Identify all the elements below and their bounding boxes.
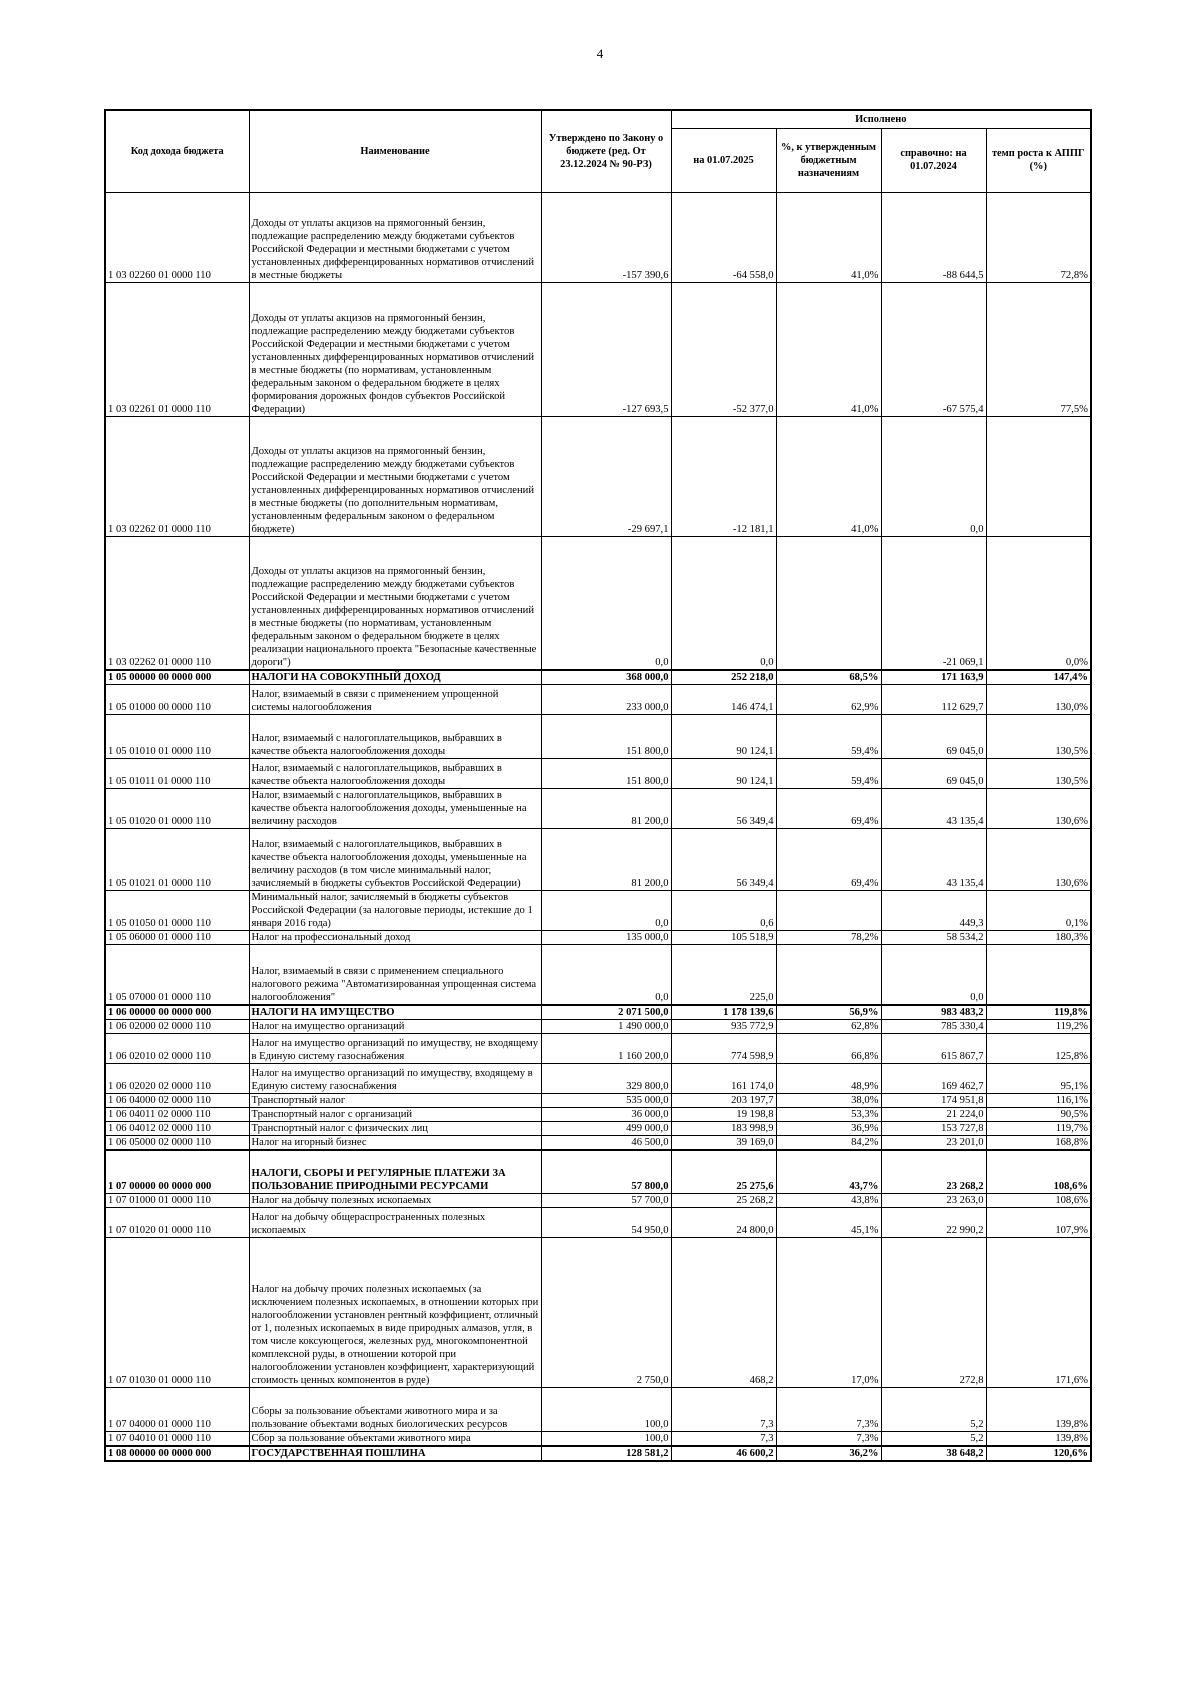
- row-percent: 53,3%: [776, 1107, 881, 1121]
- row-approved: 57 700,0: [541, 1194, 671, 1208]
- row-name: Налог на имущество организаций по имуществу, входящему в Единую систему газоснабжения: [249, 1063, 541, 1093]
- row-name: Налог, взимаемый с налогоплательщиков, выбравших в качестве объекта налогообложения доходы, уменьшенные на величину расходов: [249, 789, 541, 829]
- row-name: НАЛОГИ НА ИМУЩЕСТВО: [249, 1005, 541, 1020]
- row-growth: 139,8%: [986, 1432, 1091, 1447]
- table-row: [105, 891, 1091, 931]
- table-row: [105, 1135, 1091, 1150]
- table-row: [105, 1194, 1091, 1208]
- row-percent: 45,1%: [776, 1208, 881, 1238]
- header-growth: темп роста к АППГ (%): [986, 128, 1091, 192]
- header-approved: Утверждено по Закону о бюджете (ред. От 23.12.2024 № 90-РЗ): [541, 110, 671, 192]
- table-row: [105, 536, 1091, 670]
- row-code: 1 06 04012 02 0000 110: [105, 1121, 249, 1135]
- row-executed: 0,0: [671, 536, 776, 670]
- row-code: 1 05 01010 01 0000 110: [105, 715, 249, 759]
- header-name: Наименование: [249, 110, 541, 192]
- row-growth: 90,5%: [986, 1107, 1091, 1121]
- row-name: Налог на игорный бизнес: [249, 1135, 541, 1150]
- row-code: 1 06 00000 00 0000 000: [105, 1005, 249, 1020]
- row-name: Налог, взимаемый в связи с применением специального налогового режима "Автоматизированная упрощенная система налогообложения": [249, 945, 541, 1005]
- table-row: [105, 1121, 1091, 1135]
- row-name: Сбор за пользование объектами животного мира: [249, 1432, 541, 1447]
- row-approved: -29 697,1: [541, 416, 671, 536]
- row-percent: 56,9%: [776, 1005, 881, 1020]
- row-reference: -88 644,5: [881, 192, 986, 282]
- row-approved: 329 800,0: [541, 1063, 671, 1093]
- row-reference: 5,2: [881, 1432, 986, 1447]
- table-row: [105, 1238, 1091, 1388]
- row-reference: -67 575,4: [881, 282, 986, 416]
- row-approved: 100,0: [541, 1432, 671, 1447]
- table-row: [105, 1446, 1091, 1461]
- row-code: 1 06 02000 02 0000 110: [105, 1019, 249, 1033]
- row-percent: 38,0%: [776, 1093, 881, 1107]
- row-percent: 41,0%: [776, 192, 881, 282]
- row-executed: 56 349,4: [671, 829, 776, 891]
- row-code: 1 06 04011 02 0000 110: [105, 1107, 249, 1121]
- row-percent: 78,2%: [776, 931, 881, 945]
- row-executed: 7,3: [671, 1432, 776, 1447]
- row-approved: 1 490 000,0: [541, 1019, 671, 1033]
- row-executed: 774 598,9: [671, 1033, 776, 1063]
- row-name: Транспортный налог с физических лиц: [249, 1121, 541, 1135]
- row-code: 1 06 02010 02 0000 110: [105, 1033, 249, 1063]
- row-percent: 43,8%: [776, 1194, 881, 1208]
- row-percent: [776, 536, 881, 670]
- row-approved: 368 000,0: [541, 670, 671, 685]
- row-executed: 183 998,9: [671, 1121, 776, 1135]
- row-reference: 69 045,0: [881, 715, 986, 759]
- row-growth: 147,4%: [986, 670, 1091, 685]
- row-reference: 785 330,4: [881, 1019, 986, 1033]
- row-percent: [776, 891, 881, 931]
- row-code: 1 07 01020 01 0000 110: [105, 1208, 249, 1238]
- row-executed: 90 124,1: [671, 759, 776, 789]
- row-approved: 0,0: [541, 891, 671, 931]
- row-approved: 54 950,0: [541, 1208, 671, 1238]
- row-name: Минимальный налог, зачисляемый в бюджеты субъектов Российской Федерации (за налоговые периоды, истекшие до 1 января 2016 года): [249, 891, 541, 931]
- row-name: Налог на профессиональный доход: [249, 931, 541, 945]
- row-code: 1 07 04000 01 0000 110: [105, 1388, 249, 1432]
- header-reference: справочно: на 01.07.2024: [881, 128, 986, 192]
- row-executed: 468,2: [671, 1238, 776, 1388]
- table-body: [105, 192, 1091, 1461]
- row-executed: 146 474,1: [671, 685, 776, 715]
- row-executed: 105 518,9: [671, 931, 776, 945]
- table-row: [105, 1093, 1091, 1107]
- row-growth: 108,6%: [986, 1194, 1091, 1208]
- row-name: Налог, взимаемый в связи с применением упрощенной системы налогообложения: [249, 685, 541, 715]
- row-approved: -127 693,5: [541, 282, 671, 416]
- row-code: 1 07 04010 01 0000 110: [105, 1432, 249, 1447]
- row-code: 1 07 01030 01 0000 110: [105, 1238, 249, 1388]
- row-code: 1 03 02262 01 0000 110: [105, 536, 249, 670]
- row-approved: 233 000,0: [541, 685, 671, 715]
- row-reference: 43 135,4: [881, 829, 986, 891]
- header-executed-group: Исполнено: [671, 110, 1091, 128]
- table-row: [105, 1150, 1091, 1194]
- table-row: [105, 416, 1091, 536]
- row-code: 1 03 02260 01 0000 110: [105, 192, 249, 282]
- row-approved: 36 000,0: [541, 1107, 671, 1121]
- row-reference: 38 648,2: [881, 1446, 986, 1461]
- row-name: Транспортный налог: [249, 1093, 541, 1107]
- row-percent: 41,0%: [776, 282, 881, 416]
- row-code: 1 05 07000 01 0000 110: [105, 945, 249, 1005]
- row-percent: 36,9%: [776, 1121, 881, 1135]
- row-reference: 112 629,7: [881, 685, 986, 715]
- row-percent: 62,8%: [776, 1019, 881, 1033]
- row-executed: 56 349,4: [671, 789, 776, 829]
- row-name: Налог на имущество организаций: [249, 1019, 541, 1033]
- row-executed: 203 197,7: [671, 1093, 776, 1107]
- table-row: [105, 1063, 1091, 1093]
- row-growth: 116,1%: [986, 1093, 1091, 1107]
- row-name: Налог, взимаемый с налогоплательщиков, выбравших в качестве объекта налогообложения доходы: [249, 759, 541, 789]
- row-approved: -157 390,6: [541, 192, 671, 282]
- row-percent: 59,4%: [776, 715, 881, 759]
- row-executed: -64 558,0: [671, 192, 776, 282]
- table-row: [105, 931, 1091, 945]
- row-executed: 0,6: [671, 891, 776, 931]
- row-approved: 499 000,0: [541, 1121, 671, 1135]
- row-percent: 69,4%: [776, 829, 881, 891]
- row-growth: 107,9%: [986, 1208, 1091, 1238]
- row-growth: 125,8%: [986, 1033, 1091, 1063]
- row-approved: 100,0: [541, 1388, 671, 1432]
- row-reference: 22 990,2: [881, 1208, 986, 1238]
- row-code: 1 07 01000 01 0000 110: [105, 1194, 249, 1208]
- row-reference: 174 951,8: [881, 1093, 986, 1107]
- row-name: Налог, взимаемый с налогоплательщиков, выбравших в качестве объекта налогообложения доходы: [249, 715, 541, 759]
- row-reference: 272,8: [881, 1238, 986, 1388]
- row-percent: 7,3%: [776, 1432, 881, 1447]
- table-row: [105, 789, 1091, 829]
- row-reference: 5,2: [881, 1388, 986, 1432]
- row-code: 1 03 02261 01 0000 110: [105, 282, 249, 416]
- row-growth: 95,1%: [986, 1063, 1091, 1093]
- row-executed: 252 218,0: [671, 670, 776, 685]
- row-growth: 72,8%: [986, 192, 1091, 282]
- table-row: [105, 1432, 1091, 1447]
- row-percent: 66,8%: [776, 1033, 881, 1063]
- row-growth: 130,6%: [986, 789, 1091, 829]
- row-percent: 7,3%: [776, 1388, 881, 1432]
- row-name: Доходы от уплаты акцизов на прямогонный бензин, подлежащие распределению между бюджетами субъектов Российской Федерации и местными бюджетами с учетом установленных дифференцированных нормативов отчислений в местные бюджеты (по нормативам, установленным федеральным законом о федеральном бюджете в целях реализации национального проекта "Безопасные качественные дороги"): [249, 536, 541, 670]
- row-name: Налог на добычу прочих полезных ископаемых (за исключением полезных ископаемых, в отношении которых при налогообложении установлен рентный коэффициент, отличный от 1, полезных ископаемых в виде природных алмазов, угля, в том числе коксующегося, железных руд, многокомпонентной комплексной руды, в отношении которой при налогообложении установлен коэффициент, характеризующий стоимость ценных компонентов в руде): [249, 1238, 541, 1388]
- row-approved: 57 800,0: [541, 1150, 671, 1194]
- row-growth: 0,0%: [986, 536, 1091, 670]
- row-code: 1 05 00000 00 0000 000: [105, 670, 249, 685]
- row-name: Доходы от уплаты акцизов на прямогонный бензин, подлежащие распределению между бюджетами субъектов Российской Федерации и местными бюджетами с учетом установленных дифференцированных нормативов отчислений в местные бюджеты: [249, 192, 541, 282]
- row-name: Налог, взимаемый с налогоплательщиков, выбравших в качестве объекта налогообложения доходы, уменьшенные на величину расходов (в том числе минимальный налог, зачисляемый в бюджеты субъектов Российской Федерации): [249, 829, 541, 891]
- row-code: 1 05 06000 01 0000 110: [105, 931, 249, 945]
- table-row: [105, 1208, 1091, 1238]
- row-percent: 36,2%: [776, 1446, 881, 1461]
- row-approved: 128 581,2: [541, 1446, 671, 1461]
- table-row: [105, 1019, 1091, 1033]
- row-approved: 1 160 200,0: [541, 1033, 671, 1063]
- row-executed: 39 169,0: [671, 1135, 776, 1150]
- row-code: 1 06 05000 02 0000 110: [105, 1135, 249, 1150]
- row-executed: 90 124,1: [671, 715, 776, 759]
- row-growth: 171,6%: [986, 1238, 1091, 1388]
- row-reference: 0,0: [881, 416, 986, 536]
- row-reference: 449,3: [881, 891, 986, 931]
- row-name: Сборы за пользование объектами животного мира и за пользование объектами водных биологических ресурсов: [249, 1388, 541, 1432]
- row-approved: 151 800,0: [541, 759, 671, 789]
- row-growth: 119,8%: [986, 1005, 1091, 1020]
- page-number: 4: [596, 46, 604, 61]
- table-row: [105, 685, 1091, 715]
- row-name: Транспортный налог с организаций: [249, 1107, 541, 1121]
- row-approved: 81 200,0: [541, 829, 671, 891]
- header-code: Код дохода бюджета: [105, 110, 249, 192]
- table-row: [105, 1005, 1091, 1020]
- row-growth: 130,0%: [986, 685, 1091, 715]
- row-name: ГОСУДАРСТВЕННАЯ ПОШЛИНА: [249, 1446, 541, 1461]
- table-row: [105, 715, 1091, 759]
- row-executed: 161 174,0: [671, 1063, 776, 1093]
- table-row: [105, 1107, 1091, 1121]
- row-executed: 25 268,2: [671, 1194, 776, 1208]
- row-growth: [986, 416, 1091, 536]
- row-approved: 0,0: [541, 536, 671, 670]
- row-name: Доходы от уплаты акцизов на прямогонный бензин, подлежащие распределению между бюджетами субъектов Российской Федерации и местными бюджетами с учетом установленных дифференцированных нормативов отчислений в местные бюджеты (по нормативам, установленным федеральным законом о федеральном бюджете в целях формирования дорожных фондов субъектов Российской Федерации): [249, 282, 541, 416]
- row-percent: 17,0%: [776, 1238, 881, 1388]
- row-code: 1 05 01050 01 0000 110: [105, 891, 249, 931]
- table-row: [105, 282, 1091, 416]
- header-percent: %, к утвержденным бюджетным назначениям: [776, 128, 881, 192]
- row-name: Налог на имущество организаций по имуществу, не входящему в Единую систему газоснабжения: [249, 1033, 541, 1063]
- row-approved: 151 800,0: [541, 715, 671, 759]
- row-reference: 983 483,2: [881, 1005, 986, 1020]
- row-growth: 120,6%: [986, 1446, 1091, 1461]
- row-growth: 130,6%: [986, 829, 1091, 891]
- row-reference: 21 224,0: [881, 1107, 986, 1121]
- row-reference: 171 163,9: [881, 670, 986, 685]
- row-reference: 615 867,7: [881, 1033, 986, 1063]
- row-reference: 0,0: [881, 945, 986, 1005]
- row-code: 1 05 01021 01 0000 110: [105, 829, 249, 891]
- row-percent: 48,9%: [776, 1063, 881, 1093]
- table-row: [105, 1033, 1091, 1063]
- row-executed: -12 181,1: [671, 416, 776, 536]
- row-growth: 119,2%: [986, 1019, 1091, 1033]
- row-code: 1 05 01020 01 0000 110: [105, 789, 249, 829]
- row-percent: 43,7%: [776, 1150, 881, 1194]
- row-percent: 69,4%: [776, 789, 881, 829]
- row-approved: 2 071 500,0: [541, 1005, 671, 1020]
- row-executed: 46 600,2: [671, 1446, 776, 1461]
- row-executed: 935 772,9: [671, 1019, 776, 1033]
- row-percent: 41,0%: [776, 416, 881, 536]
- row-name: Доходы от уплаты акцизов на прямогонный бензин, подлежащие распределению между бюджетами субъектов Российской Федерации и местными бюджетами с учетом установленных дифференцированных нормативов отчислений в местные бюджеты (по дополнительным нормативам, установленным федеральным законом о федеральном бюджете): [249, 416, 541, 536]
- row-growth: 180,3%: [986, 931, 1091, 945]
- row-growth: 130,5%: [986, 759, 1091, 789]
- row-growth: 119,7%: [986, 1121, 1091, 1135]
- row-approved: 81 200,0: [541, 789, 671, 829]
- table-row: [105, 1388, 1091, 1432]
- row-code: 1 05 01011 01 0000 110: [105, 759, 249, 789]
- row-executed: 225,0: [671, 945, 776, 1005]
- row-reference: 69 045,0: [881, 759, 986, 789]
- table-row: [105, 192, 1091, 282]
- table-row: [105, 759, 1091, 789]
- budget-revenue-table: [104, 109, 1092, 1462]
- row-name: НАЛОГИ НА СОВОКУПНЫЙ ДОХОД: [249, 670, 541, 685]
- row-percent: 62,9%: [776, 685, 881, 715]
- row-growth: [986, 945, 1091, 1005]
- row-reference: 153 727,8: [881, 1121, 986, 1135]
- row-percent: 59,4%: [776, 759, 881, 789]
- row-code: 1 06 04000 02 0000 110: [105, 1093, 249, 1107]
- row-percent: [776, 945, 881, 1005]
- row-reference: 23 201,0: [881, 1135, 986, 1150]
- row-executed: 7,3: [671, 1388, 776, 1432]
- row-reference: 23 268,2: [881, 1150, 986, 1194]
- row-code: 1 03 02262 01 0000 110: [105, 416, 249, 536]
- row-approved: 135 000,0: [541, 931, 671, 945]
- row-code: 1 06 02020 02 0000 110: [105, 1063, 249, 1093]
- row-reference: 23 263,0: [881, 1194, 986, 1208]
- row-code: 1 05 01000 00 0000 110: [105, 685, 249, 715]
- row-reference: 169 462,7: [881, 1063, 986, 1093]
- row-growth: 130,5%: [986, 715, 1091, 759]
- row-executed: 24 800,0: [671, 1208, 776, 1238]
- row-executed: 25 275,6: [671, 1150, 776, 1194]
- row-growth: 168,8%: [986, 1135, 1091, 1150]
- row-executed: 1 178 139,6: [671, 1005, 776, 1020]
- row-name: Налог на добычу полезных ископаемых: [249, 1194, 541, 1208]
- row-growth: 108,6%: [986, 1150, 1091, 1194]
- row-growth: 0,1%: [986, 891, 1091, 931]
- row-growth: 77,5%: [986, 282, 1091, 416]
- row-approved: 2 750,0: [541, 1238, 671, 1388]
- row-percent: 84,2%: [776, 1135, 881, 1150]
- header-executed-date: на 01.07.2025: [671, 128, 776, 192]
- table-row: [105, 829, 1091, 891]
- table-row: [105, 670, 1091, 685]
- row-growth: 139,8%: [986, 1388, 1091, 1432]
- row-code: 1 08 00000 00 0000 000: [105, 1446, 249, 1461]
- row-approved: 535 000,0: [541, 1093, 671, 1107]
- row-reference: -21 069,1: [881, 536, 986, 670]
- row-approved: 0,0: [541, 945, 671, 1005]
- table-row: [105, 945, 1091, 1005]
- row-code: 1 07 00000 00 0000 000: [105, 1150, 249, 1194]
- row-reference: 43 135,4: [881, 789, 986, 829]
- row-executed: 19 198,8: [671, 1107, 776, 1121]
- row-percent: 68,5%: [776, 670, 881, 685]
- row-name: НАЛОГИ, СБОРЫ И РЕГУЛЯРНЫЕ ПЛАТЕЖИ ЗА ПОЛЬЗОВАНИЕ ПРИРОДНЫМИ РЕСУРСАМИ: [249, 1150, 541, 1194]
- row-reference: 58 534,2: [881, 931, 986, 945]
- row-approved: 46 500,0: [541, 1135, 671, 1150]
- row-executed: -52 377,0: [671, 282, 776, 416]
- row-name: Налог на добычу общераспространенных полезных ископаемых: [249, 1208, 541, 1238]
